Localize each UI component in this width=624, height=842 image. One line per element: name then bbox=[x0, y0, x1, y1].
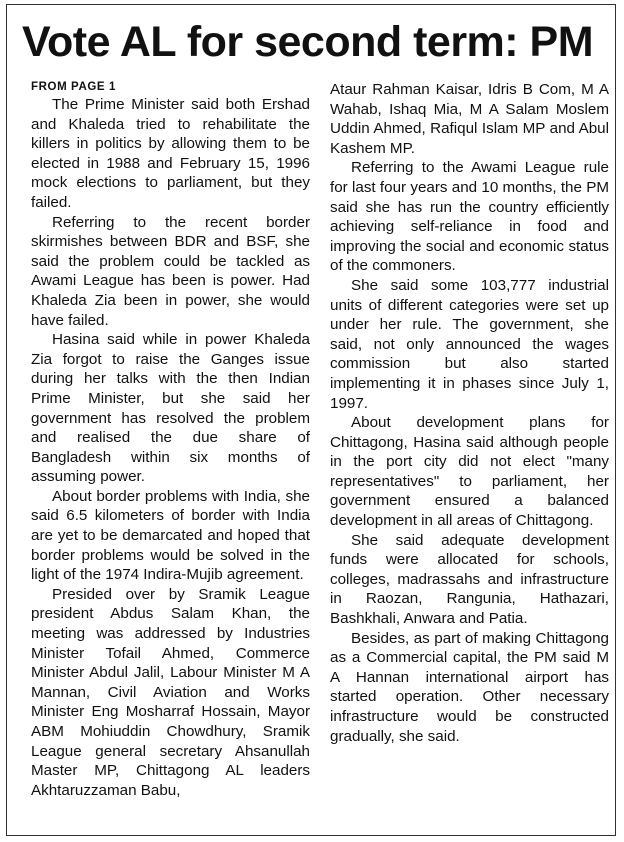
paragraph: Presided over by Sramik League president Abdus Salam Khan, the meeting was addressed by Industries Minister Tofail Ahmed, Commerce Minister Abdul Jalil, Labour Minister M A Mannan, Civil Aviation and Works Minister Eng Mosharraf Hossain, Mayor ABM Mohiuddin Chowdhury, Sramik League general secretary Ahsanullah Master MP, Chittagong AL leaders Akhtaruzzaman Babu, bbox=[31, 585, 310, 799]
paragraph: Hasina said while in power Khaleda Zia forgot to raise the Ganges issue during her talks with the then Indian Prime Minister, but she said her government has resolved the problem and realised the due share of Bangladesh within six months of assuming power. bbox=[31, 331, 310, 486]
paragraph: Referring to the Awami League rule for last four years and 10 months, the PM said she has run the country efficiently achieving self-reliance in food and improving the social and economic status of the commoners. bbox=[330, 159, 609, 275]
article-column-right bbox=[330, 80, 609, 746]
paragraph: Referring to the recent border skirmishes between BDR and BSF, she said the problem could be tackled as Awami League has been is power. Had Khaleda Zia been in power, she would have failed. bbox=[31, 213, 310, 329]
from-page-kicker: FROM PAGE 1 bbox=[31, 81, 116, 93]
paragraph: Besides, as part of making Chittagong as a Commercial capital, the PM said M A Hannan international airport has started operation. Other necessary infrastructure would be constructed gradually, she said. bbox=[330, 629, 609, 745]
headline: Vote AL for second term: PM bbox=[22, 18, 594, 66]
paragraph: About border problems with India, she said 6.5 kilometers of border with India are yet to be demarcated and hoped that border problems would be solved in the light of the 1974 Indira-Mujib agreement. bbox=[31, 487, 310, 584]
paragraph: She said adequate development funds were allocated for schools, colleges, madrassahs and infrastructure in Raozan, Rangunia, Hathazari, Bashkhali, Anwara and Patia. bbox=[330, 531, 609, 628]
paragraph: The Prime Minister said both Ershad and Khaleda tried to rehabilitate the killers in politics by allowing them to be elected in 1988 and February 15, 1996 mock elections to parliament, but they failed. bbox=[31, 96, 310, 211]
article-column-left bbox=[31, 80, 310, 800]
paragraph: About development plans for Chittagong, Hasina said although people in the port city did not elect "many representatives" to parliament, her government ensured a balanced development in all areas of Chittagong. bbox=[330, 414, 609, 530]
paragraph-continuation: Ataur Rahman Kaisar, Idris B Com, M A Wahab, Ishaq Mia, M A Salam Moslem Uddin Ahmed, Rafiqul Islam MP and Abul Kashem MP. bbox=[330, 81, 609, 157]
paragraph: She said some 103,777 industrial units of different categories were set up under her rule. The government, she said, not only announced the wages commission but also started implementing it in phases since July 1, 1997. bbox=[330, 276, 609, 412]
